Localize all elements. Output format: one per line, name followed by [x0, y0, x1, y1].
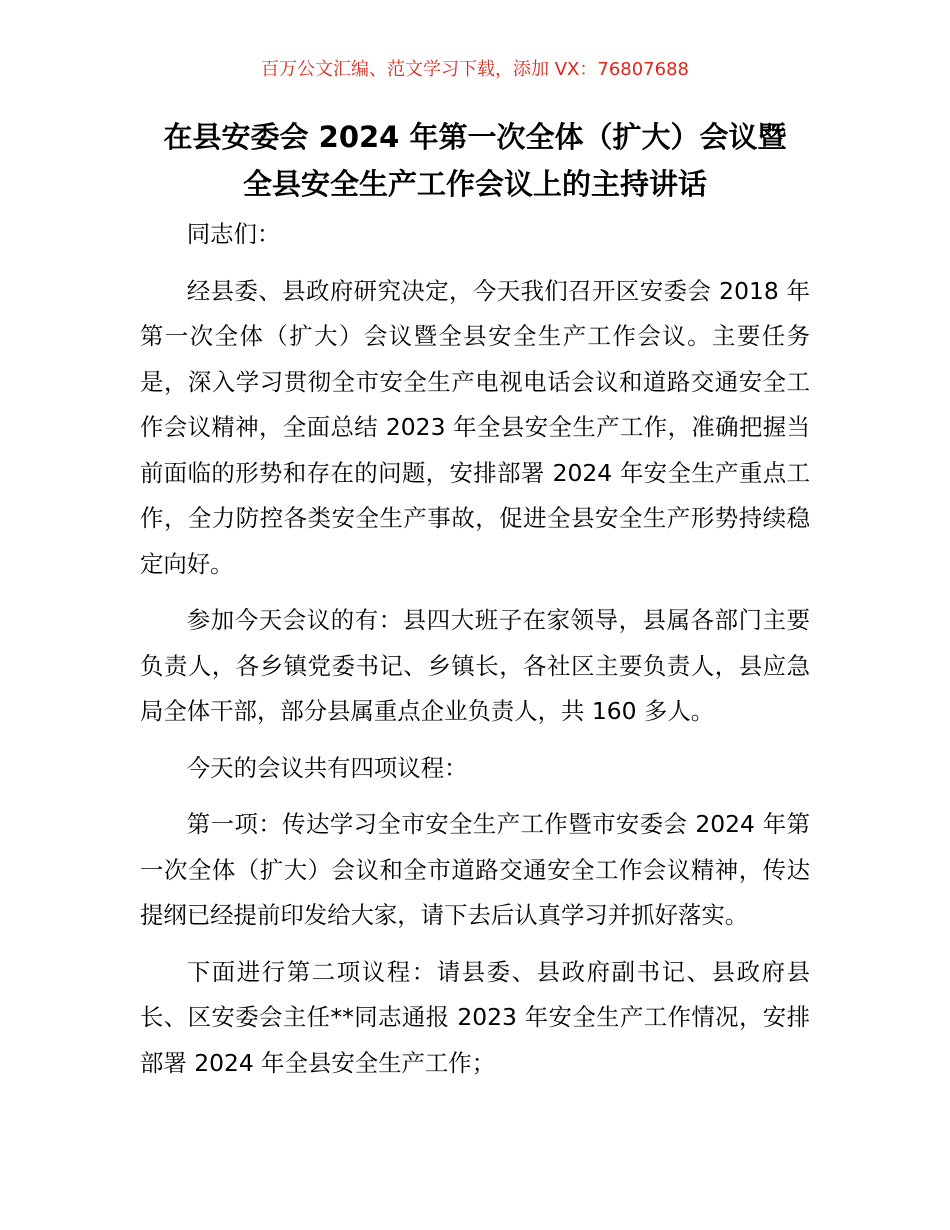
- agenda-item-2-paragraph: 下面进行第二项议程：请县委、县政府副书记、县政府县长、区安委会主任**同志通报 2023 年安全生产工作情况，安排部署 2024 年全县安全生产工作；: [140, 957, 810, 1077]
- opening-paragraph: 经县委、县政府研究决定，今天我们召开区安委会 2018 年第一次全体（扩大）会议暨全县安全生产工作会议。主要任务是，深入学习贯彻全市安全生产电视电话会议和道路交通安全工作会议精神，全面总结 2023 年全县安全生产工作，准确把握当前面临的形势和存在的问题，安排部署 2024 年安全生产重点工作，全力防控各类安全生产事故，促进全县安全生产形势持续稳定向好。: [140, 276, 810, 578]
- document-title-line-1: 在县安委会 2024 年第一次全体（扩大）会议暨: [163, 120, 787, 154]
- salutation-paragraph: 同志们：: [186, 220, 281, 248]
- document-title: [130, 114, 820, 208]
- agenda-intro-paragraph: 今天的会议共有四项议程：: [186, 753, 468, 782]
- document-title-line-2: 全县安全生产工作会议上的主持讲话: [242, 167, 707, 201]
- agenda-item-1-paragraph: 第一项：传达学习全市安全生产工作暨市安委会 2024 年第一次全体（扩大）会议和全市道路交通安全工作会议精神，传达提纲已经提前印发给大家，请下去后认真学习并抓好落实。: [140, 810, 810, 929]
- document-body: [140, 212, 810, 1097]
- watermark-header-note: 百万公文汇编、范文学习下载，添加 VX：76807688: [261, 59, 689, 80]
- attendees-paragraph: 参加今天会议的有：县四大班子在家领导，县属各部门主要负责人，各乡镇党委书记、乡镇长，各社区主要负责人，县应急局全体干部，部分县属重点企业负责人，共 160 多人。: [140, 606, 810, 725]
